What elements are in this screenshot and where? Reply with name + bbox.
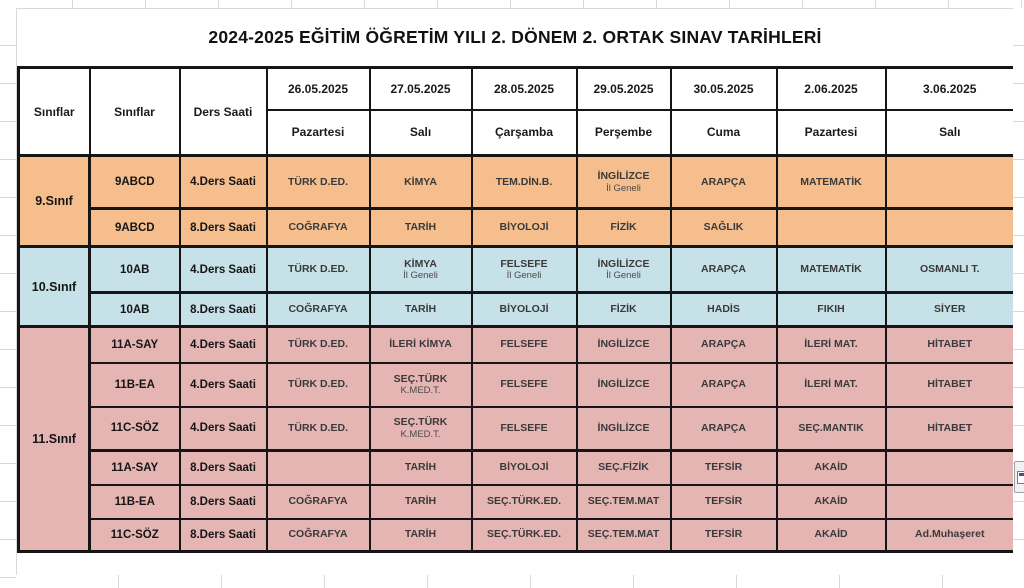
subject-cell xyxy=(671,363,777,407)
subject-scope: K.MED.T. xyxy=(400,385,441,397)
table-row xyxy=(19,485,1015,519)
class-label: 10AB xyxy=(90,293,180,327)
subject-name: TÜRK D.ED. xyxy=(287,338,349,351)
subject-cell xyxy=(370,247,472,293)
subject-cell xyxy=(472,293,577,327)
subject-cell xyxy=(671,407,777,451)
column-header-siniflar: Sınıflar xyxy=(90,68,180,156)
subject-cell xyxy=(370,209,472,247)
grade-label: 9.Sınıf xyxy=(19,156,90,247)
subject-cell xyxy=(671,293,777,327)
subject-cell xyxy=(777,519,886,552)
subject-name: SEÇ.TÜRK xyxy=(393,372,448,385)
subject-name: SEÇ.TEM.MAT xyxy=(587,495,660,508)
subject-name: TARİH xyxy=(404,303,437,316)
table-row xyxy=(19,209,1015,247)
spreadsheet-grid-left xyxy=(0,8,17,588)
subject-cell xyxy=(267,451,370,485)
lesson-slot-label: 4.Ders Saati xyxy=(180,327,267,363)
class-label: 11C-SÖZ xyxy=(90,407,180,451)
subject-name: KİMYA xyxy=(404,257,437,270)
subject-scope: İl Geneli xyxy=(606,182,641,194)
subject-name: COĞRAFYA xyxy=(288,303,348,316)
subject-scope: İl Geneli xyxy=(606,270,641,282)
subject-cell xyxy=(472,519,577,552)
lesson-slot-label: 8.Ders Saati xyxy=(180,485,267,519)
paste-options-icon[interactable] xyxy=(1014,461,1024,493)
subject-name: ARAPÇA xyxy=(701,378,746,391)
subject-cell xyxy=(267,485,370,519)
subject-name: BİYOLOJİ xyxy=(499,221,549,234)
subject-name: SEÇ.TÜRK.ED. xyxy=(486,495,562,508)
day-header: Cuma xyxy=(671,110,777,156)
lesson-slot-label: 8.Ders Saati xyxy=(180,209,267,247)
subject-cell xyxy=(886,451,1015,485)
lesson-slot-label: 8.Ders Saati xyxy=(180,293,267,327)
subject-cell xyxy=(777,293,886,327)
class-label: 11A-SAY xyxy=(90,451,180,485)
header-row-dates xyxy=(19,68,1015,110)
subject-scope: İl Geneli xyxy=(506,270,542,282)
subject-cell xyxy=(777,247,886,293)
subject-cell xyxy=(472,407,577,451)
table-row xyxy=(19,247,1015,293)
class-label: 10AB xyxy=(90,247,180,293)
subject-name: ARAPÇA xyxy=(701,175,746,188)
table-row xyxy=(19,293,1015,327)
subject-scope: İl Geneli xyxy=(403,270,438,282)
subject-cell xyxy=(472,451,577,485)
class-label: 11B-EA xyxy=(90,485,180,519)
table-row xyxy=(19,156,1015,209)
subject-name: SAĞLIK xyxy=(703,221,744,234)
subject-cell xyxy=(370,363,472,407)
subject-cell xyxy=(577,293,671,327)
subject-name: OSMANLI T. xyxy=(920,263,980,276)
subject-scope: K.MED.T. xyxy=(400,428,441,440)
subject-name: SEÇ.FİZİK xyxy=(598,461,649,474)
subject-name: Ad.Muhaşeret xyxy=(915,528,985,541)
subject-name: İLERİ MAT. xyxy=(804,338,858,351)
subject-cell xyxy=(370,407,472,451)
subject-name: İLERİ KİMYA xyxy=(389,338,452,351)
subject-cell xyxy=(370,327,472,363)
subject-name: SEÇ.TEM.MAT xyxy=(587,528,660,541)
lesson-slot-label: 4.Ders Saati xyxy=(180,247,267,293)
date-header: 3.06.2025 xyxy=(886,68,1015,110)
subject-name: TARİH xyxy=(404,461,437,474)
date-header: 29.05.2025 xyxy=(577,68,671,110)
subject-name: FELSEFE xyxy=(500,378,548,391)
clipboard-icon xyxy=(1017,471,1024,484)
subject-cell xyxy=(777,485,886,519)
subject-name: FIKIH xyxy=(817,303,845,316)
subject-cell xyxy=(886,327,1015,363)
subject-name: HADİS xyxy=(707,303,740,316)
subject-name: İNGİLİZCE xyxy=(597,257,650,270)
spreadsheet-grid-right xyxy=(1013,8,1024,588)
schedule-header xyxy=(19,68,1015,156)
subject-cell xyxy=(577,156,671,209)
lesson-slot-label: 4.Ders Saati xyxy=(180,407,267,451)
subject-name: TEFSİR xyxy=(704,495,743,508)
subject-name: İNGİLİZCE xyxy=(597,421,650,434)
subject-name: İNGİLİZCE xyxy=(597,378,650,391)
subject-name: BİYOLOJİ xyxy=(499,303,549,316)
subject-name: COĞRAFYA xyxy=(288,221,348,234)
day-header: Pazartesi xyxy=(267,110,370,156)
subject-name: İNGİLİZCE xyxy=(597,170,650,182)
subject-cell xyxy=(267,209,370,247)
class-label: 9ABCD xyxy=(90,209,180,247)
subject-cell xyxy=(370,451,472,485)
subject-cell xyxy=(472,156,577,209)
subject-cell xyxy=(577,407,671,451)
subject-name: SİYER xyxy=(933,303,966,316)
subject-cell xyxy=(267,293,370,327)
subject-cell xyxy=(472,363,577,407)
subject-cell xyxy=(472,247,577,293)
column-header-ders-saati: Ders Saati xyxy=(180,68,267,156)
subject-name: BİYOLOJİ xyxy=(499,461,549,474)
date-header: 26.05.2025 xyxy=(267,68,370,110)
grade-label: 11.Sınıf xyxy=(19,327,90,552)
class-label: 11A-SAY xyxy=(90,327,180,363)
subject-name: ARAPÇA xyxy=(701,421,746,434)
subject-name: TEFSİR xyxy=(704,461,743,474)
subject-cell xyxy=(886,485,1015,519)
page-title: 2024-2025 EĞİTİM ÖĞRETİM YILI 2. DÖNEM 2. ORTAK SINAV TARİHLERİ xyxy=(208,26,822,47)
subject-cell xyxy=(777,451,886,485)
subject-cell xyxy=(267,363,370,407)
lesson-slot-label: 4.Ders Saati xyxy=(180,363,267,407)
subject-cell xyxy=(886,407,1015,451)
day-header: Salı xyxy=(370,110,472,156)
subject-cell xyxy=(370,485,472,519)
subject-cell xyxy=(267,407,370,451)
subject-cell xyxy=(886,363,1015,407)
subject-cell xyxy=(886,293,1015,327)
subject-cell xyxy=(777,209,886,247)
subject-cell xyxy=(577,327,671,363)
lesson-slot-label: 4.Ders Saati xyxy=(180,156,267,209)
subject-name: HİTABET xyxy=(927,338,973,351)
subject-cell xyxy=(370,519,472,552)
subject-cell xyxy=(472,485,577,519)
subject-cell xyxy=(886,247,1015,293)
subject-name: TÜRK D.ED. xyxy=(287,263,349,276)
spreadsheet-grid-bottom xyxy=(16,575,1024,588)
subject-name: SEÇ.MANTIK xyxy=(798,421,864,434)
class-label: 9ABCD xyxy=(90,156,180,209)
subject-name: COĞRAFYA xyxy=(288,495,348,508)
table-row xyxy=(19,363,1015,407)
lesson-slot-label: 8.Ders Saati xyxy=(180,519,267,552)
grade-label: 10.Sınıf xyxy=(19,247,90,327)
subject-cell xyxy=(577,485,671,519)
subject-cell xyxy=(577,209,671,247)
subject-name: TARİH xyxy=(404,528,437,541)
schedule-body xyxy=(19,156,1015,552)
subject-name: TÜRK D.ED. xyxy=(287,175,349,188)
subject-cell xyxy=(671,247,777,293)
subject-cell xyxy=(577,519,671,552)
subject-cell xyxy=(886,156,1015,209)
subject-name: MATEMATİK xyxy=(800,263,862,276)
date-header: 28.05.2025 xyxy=(472,68,577,110)
day-header: Perşembe xyxy=(577,110,671,156)
subject-name: AKAİD xyxy=(814,528,848,541)
subject-cell xyxy=(577,247,671,293)
subject-name: TARİH xyxy=(404,495,437,508)
subject-cell xyxy=(777,407,886,451)
subject-cell xyxy=(577,451,671,485)
subject-cell xyxy=(671,451,777,485)
subject-name: TARİH xyxy=(404,221,437,234)
subject-cell xyxy=(370,156,472,209)
subject-name: İLERİ MAT. xyxy=(804,378,858,391)
subject-name: FELSEFE xyxy=(500,257,548,270)
subject-cell xyxy=(472,209,577,247)
subject-name: TEM.DİN.B. xyxy=(495,175,553,188)
subject-name: ARAPÇA xyxy=(701,338,746,351)
subject-cell xyxy=(671,519,777,552)
day-header: Salı xyxy=(886,110,1015,156)
subject-name: SEÇ.TÜRK.ED. xyxy=(486,528,562,541)
subject-cell xyxy=(886,209,1015,247)
subject-cell xyxy=(671,209,777,247)
date-header: 30.05.2025 xyxy=(671,68,777,110)
subject-cell xyxy=(886,519,1015,552)
class-label: 11B-EA xyxy=(90,363,180,407)
subject-cell xyxy=(671,327,777,363)
day-header: Çarşamba xyxy=(472,110,577,156)
subject-name: TÜRK D.ED. xyxy=(287,378,349,391)
subject-cell xyxy=(777,363,886,407)
subject-name: KİMYA xyxy=(404,175,437,188)
subject-name: FİZİK xyxy=(610,303,637,316)
date-header: 27.05.2025 xyxy=(370,68,472,110)
subject-cell xyxy=(472,327,577,363)
table-row xyxy=(19,407,1015,451)
subject-cell xyxy=(671,156,777,209)
lesson-slot-label: 8.Ders Saati xyxy=(180,451,267,485)
subject-cell xyxy=(370,293,472,327)
subject-name: SEÇ.TÜRK xyxy=(393,416,448,429)
subject-cell xyxy=(267,156,370,209)
subject-name: HİTABET xyxy=(927,378,973,391)
date-header: 2.06.2025 xyxy=(777,68,886,110)
subject-name: İNGİLİZCE xyxy=(597,338,650,351)
subject-cell xyxy=(777,156,886,209)
subject-name: FELSEFE xyxy=(500,421,548,434)
subject-cell xyxy=(267,247,370,293)
column-header-siniflar-outer: Sınıflar xyxy=(19,68,90,156)
subject-name: ARAPÇA xyxy=(701,263,746,276)
subject-cell xyxy=(267,327,370,363)
table-row xyxy=(19,519,1015,552)
subject-name: FELSEFE xyxy=(500,338,548,351)
subject-name: MATEMATİK xyxy=(800,175,862,188)
subject-name: FİZİK xyxy=(610,221,637,234)
subject-name: COĞRAFYA xyxy=(288,528,348,541)
subject-name: TÜRK D.ED. xyxy=(287,421,349,434)
subject-name: AKAİD xyxy=(814,495,848,508)
exam-schedule-table xyxy=(17,66,1016,553)
subject-name: HİTABET xyxy=(927,421,973,434)
day-header: Pazartesi xyxy=(777,110,886,156)
subject-cell xyxy=(671,485,777,519)
class-label: 11C-SÖZ xyxy=(90,519,180,552)
table-row xyxy=(19,451,1015,485)
table-row xyxy=(19,327,1015,363)
subject-cell xyxy=(577,363,671,407)
subject-name: TEFSİR xyxy=(704,528,743,541)
subject-cell xyxy=(777,327,886,363)
subject-name: AKAİD xyxy=(814,461,848,474)
subject-cell xyxy=(267,519,370,552)
